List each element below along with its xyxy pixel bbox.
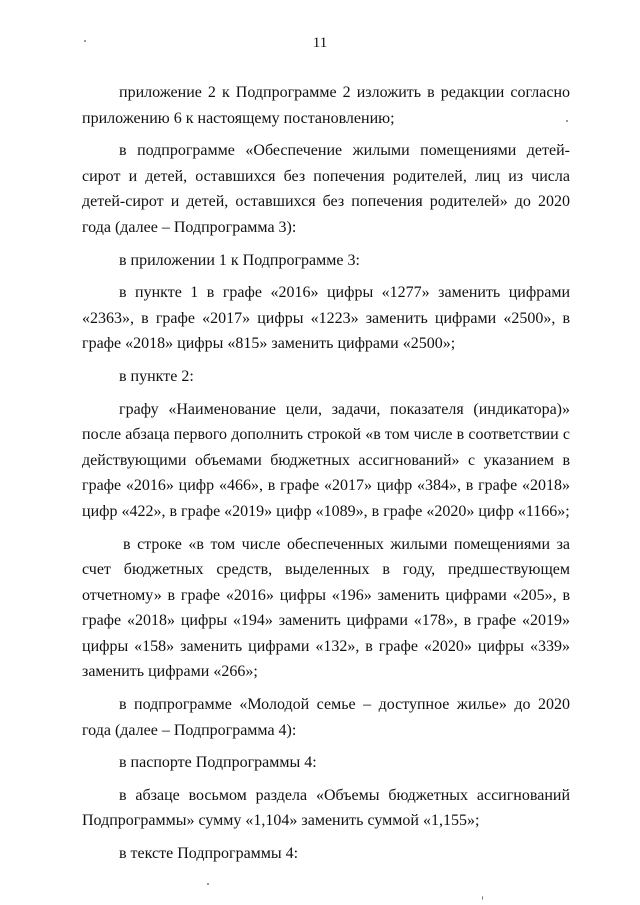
scan-speck — [482, 896, 483, 900]
scan-speck — [84, 40, 86, 42]
paragraph-appendix-1-sub3: в приложении 1 к Подпрограмме 3: — [119, 251, 360, 269]
paragraph-passport-sub4: в паспорте Подпрограммы 4: — [119, 754, 317, 772]
paragraph-appendix-2: приложение 2 к Подпрограмме 2 изложить в редакции согласно приложению 6 к настоящему постановлению; — [82, 84, 570, 127]
paragraph-budget-section: в абзаце восьмом раздела «Объемы бюджетных ассигнований Подпрограммы» сумму «1,104» заменить суммой «1,155»; — [82, 786, 570, 830]
paragraph-column-name: графу «Наименование цели, задачи, показателя (индикатора)» после абзаца первого дополнить строкой «в том числе в соответствии с действующими объемами бюджетных ассигнований» с указанием в графе «2016» цифр «466», в графе «2017» цифр «384», в графе «2018» цифр «422», в графе «2019» цифр «1089», в графе «2020» цифр «1166»; — [82, 400, 570, 520]
paragraph-text-sub4: в тексте Подпрограммы 4: — [119, 845, 299, 863]
scan-speck — [207, 883, 209, 885]
paragraph-item-1: в пункте 1 в графе «2016» цифры «1277» заменить цифрами «2363», в графе «2017» цифры «1223» заменить цифрами «2500», в графе «2018» цифры «815» заменить цифрами «2500»; — [82, 284, 570, 353]
paragraph-subprogram-4-intro: в подпрограмме «Молодой семье – доступное жилье» до 2020 года (далее – Подпрограмма 4): — [82, 696, 570, 739]
paragraph-item-2: в пункте 2: — [119, 367, 194, 385]
document-body — [82, 80, 570, 867]
paragraph-row-provided: в строке «в том числе обеспеченных жилыми помещениями за счет бюджетных средств, выделенных в году, предшествующем отчетному» в графе «2016» цифры «196» заменить цифрами «205», в графе «2018» цифры «194» заменить цифрами «178», в графе «2019» цифры «158» заменить цифрами «132», в графе «2020» цифры «339» заменить цифрами «266»; — [82, 535, 570, 681]
scan-speck — [566, 120, 568, 122]
page-number: 11 — [312, 35, 328, 51]
paragraph-subprogram-3-intro: в подпрограмме «Обеспечение жилыми помещениями детей-сирот и детей, оставшихся без попечения родителей, лиц из числа детей-сирот и детей, оставшихся без попечения родителей» до 2020 года (далее – Подпрограмма 3): — [82, 142, 570, 236]
